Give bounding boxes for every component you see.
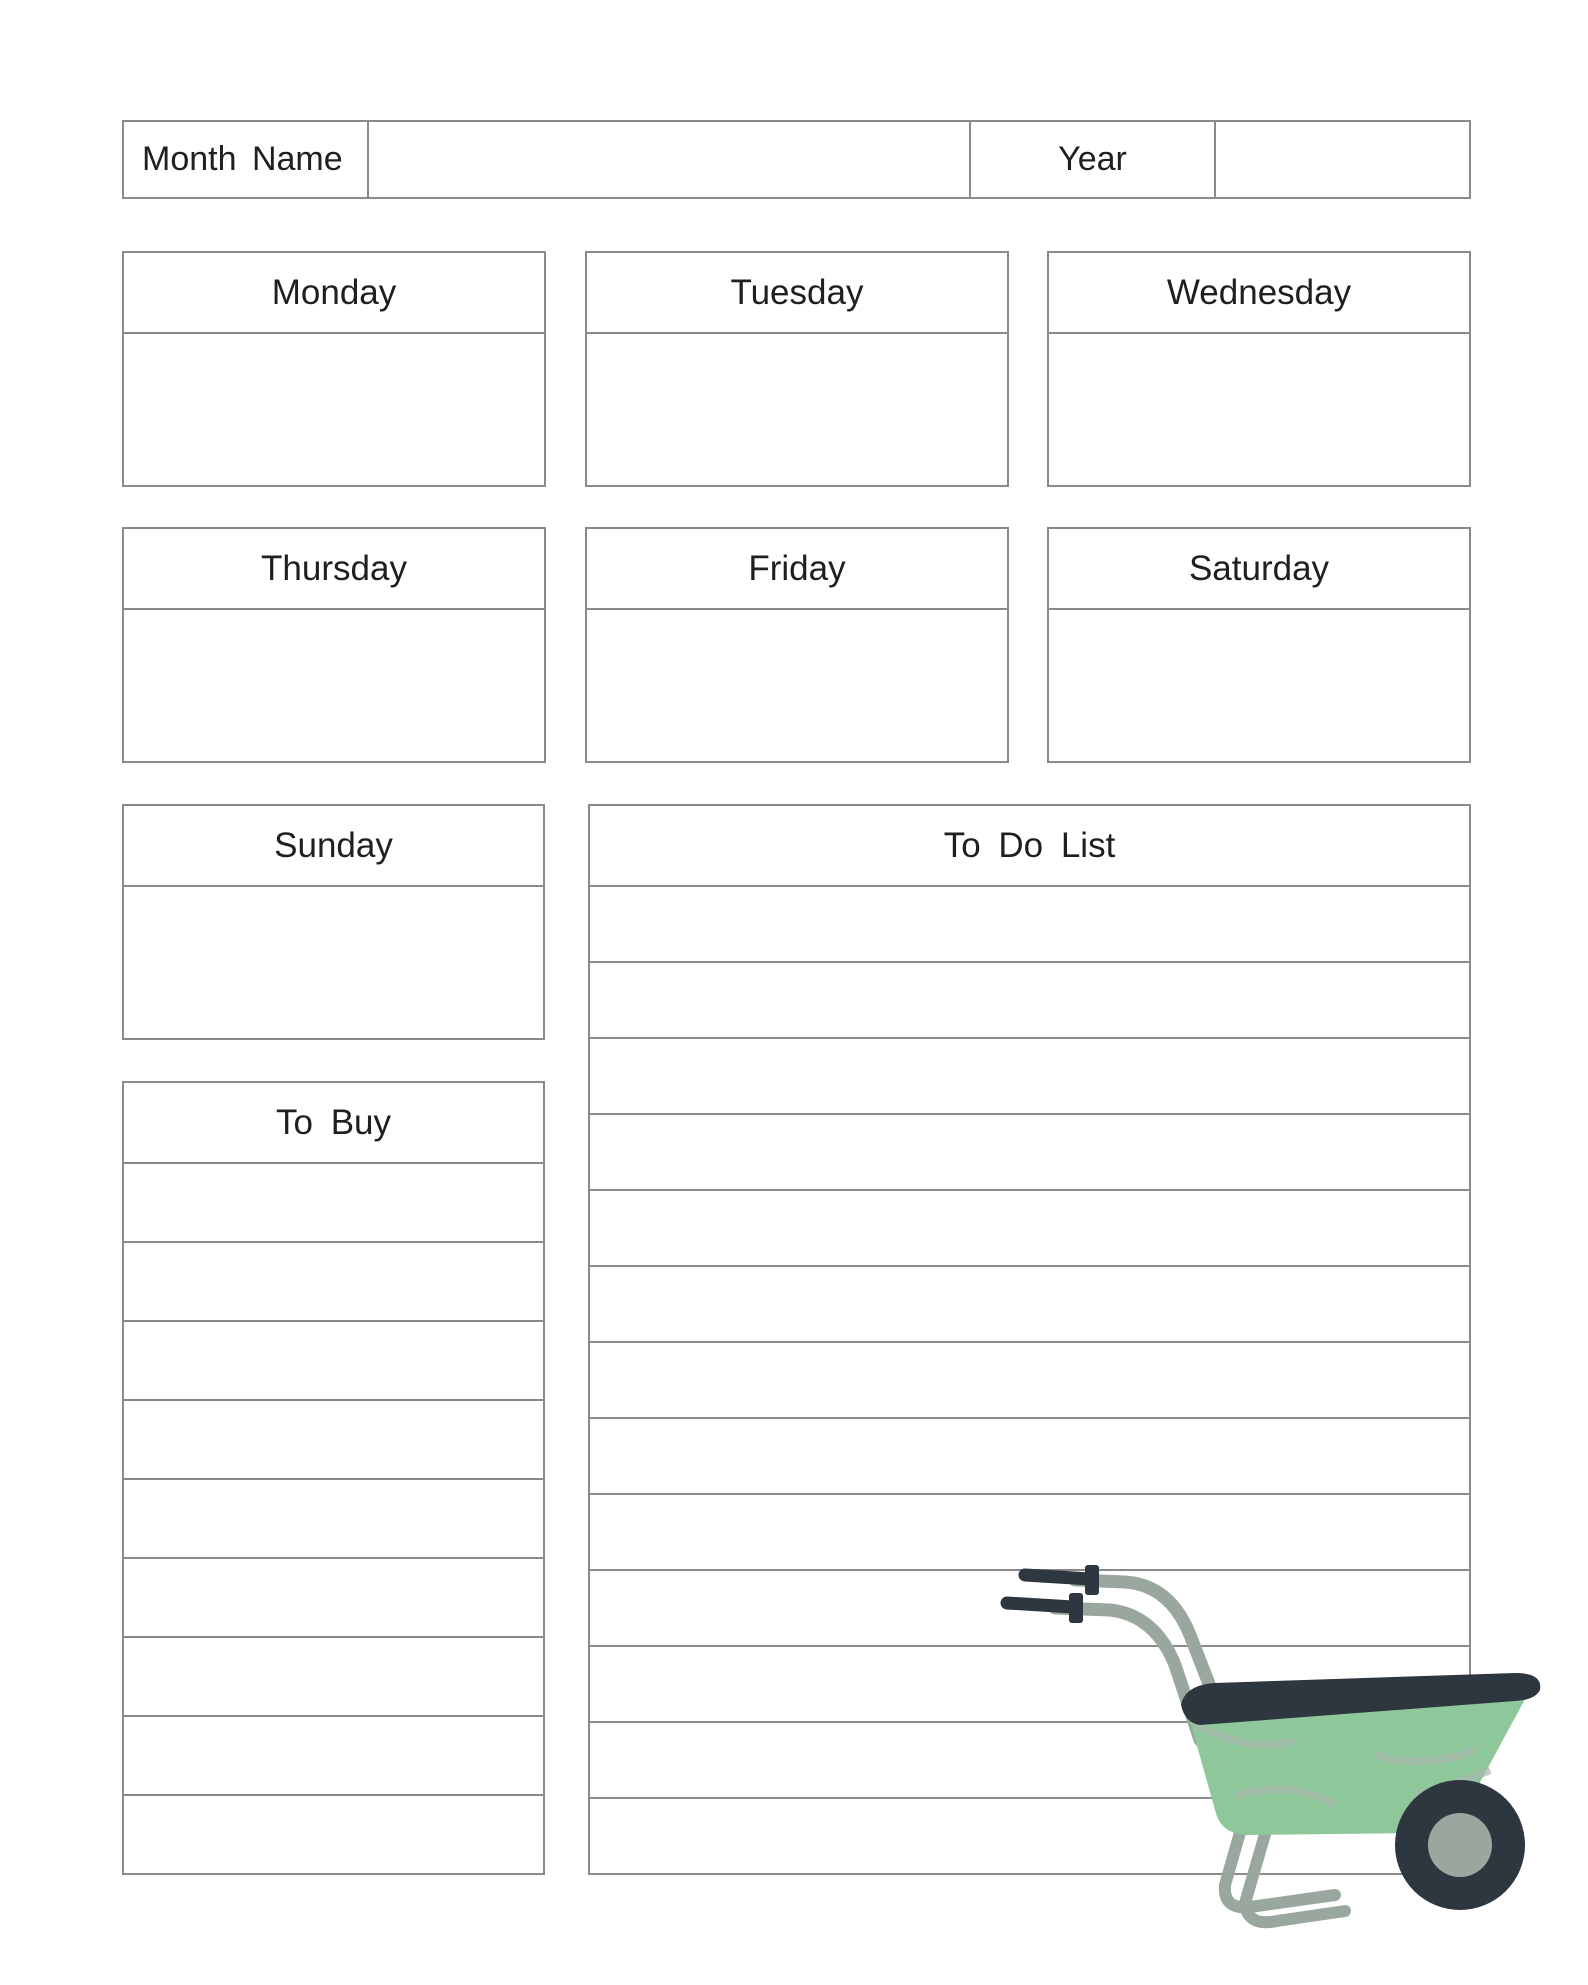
to-buy-row[interactable]: [124, 1164, 543, 1243]
to-do-row[interactable]: [590, 1419, 1469, 1495]
month-name-field[interactable]: [369, 122, 971, 197]
day-title-thursday: Thursday: [124, 529, 544, 610]
day-title-sunday: Sunday: [124, 806, 543, 887]
to-do-row[interactable]: [590, 1267, 1469, 1343]
year-field[interactable]: [1216, 122, 1469, 197]
to-buy-row[interactable]: [124, 1717, 543, 1796]
day-box-friday: [585, 527, 1009, 763]
to-buy-row[interactable]: [124, 1243, 543, 1322]
day-box-sunday: [122, 804, 545, 1040]
day-title-monday: Monday: [124, 253, 544, 334]
to-do-row[interactable]: [590, 1039, 1469, 1115]
to-buy-row[interactable]: [124, 1559, 543, 1638]
to-do-row[interactable]: [590, 1191, 1469, 1267]
day-notes-monday[interactable]: [124, 334, 544, 485]
day-title-saturday: Saturday: [1049, 529, 1469, 610]
day-notes-wednesday[interactable]: [1049, 334, 1469, 485]
to-do-row[interactable]: [590, 963, 1469, 1039]
year-label: Year: [971, 122, 1216, 197]
day-box-monday: [122, 251, 546, 487]
day-notes-friday[interactable]: [587, 610, 1007, 761]
header-row: [122, 120, 1471, 199]
to-buy-list: [122, 1081, 545, 1875]
to-buy-row[interactable]: [124, 1322, 543, 1401]
to-do-title: To Do List: [590, 806, 1469, 887]
day-box-tuesday: [585, 251, 1009, 487]
to-do-row[interactable]: [590, 1343, 1469, 1419]
to-buy-rows: [124, 1164, 543, 1873]
day-box-saturday: [1047, 527, 1471, 763]
day-notes-sunday[interactable]: [124, 887, 543, 1038]
to-buy-row[interactable]: [124, 1401, 543, 1480]
to-buy-row[interactable]: [124, 1796, 543, 1873]
day-title-wednesday: Wednesday: [1049, 253, 1469, 334]
to-buy-title: To Buy: [124, 1083, 543, 1164]
day-box-thursday: [122, 527, 546, 763]
day-box-wednesday: [1047, 251, 1471, 487]
day-notes-tuesday[interactable]: [587, 334, 1007, 485]
day-notes-saturday[interactable]: [1049, 610, 1469, 761]
to-buy-row[interactable]: [124, 1480, 543, 1559]
to-do-row[interactable]: [590, 1115, 1469, 1191]
month-name-label: Month Name: [124, 122, 369, 197]
to-buy-row[interactable]: [124, 1638, 543, 1717]
day-notes-thursday[interactable]: [124, 610, 544, 761]
day-title-tuesday: Tuesday: [587, 253, 1007, 334]
day-title-friday: Friday: [587, 529, 1007, 610]
wheelbarrow-icon: [995, 1555, 1555, 1935]
to-do-row[interactable]: [590, 887, 1469, 963]
